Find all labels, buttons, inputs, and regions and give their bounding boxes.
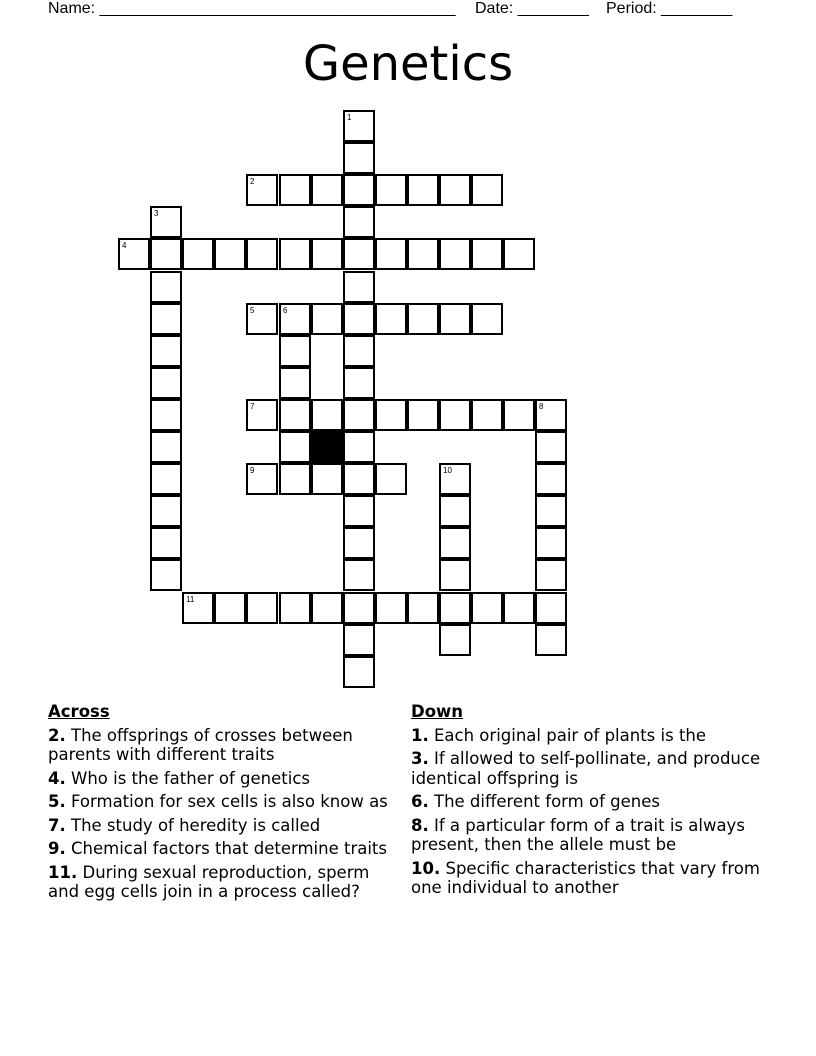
crossword-cell[interactable] — [279, 303, 311, 335]
crossword-cell[interactable] — [279, 592, 311, 624]
crossword-cell[interactable] — [279, 238, 311, 270]
crossword-cell[interactable] — [407, 592, 439, 624]
crossword-cell[interactable] — [503, 238, 535, 270]
clue-across-4: 4. Who is the father of genetics — [48, 768, 310, 788]
crossword-cell[interactable] — [407, 303, 439, 335]
crossword-cell[interactable] — [375, 174, 407, 206]
period-field-label[interactable]: Period: ________ — [606, 0, 733, 17]
clue-down-3: 3. If allowed to self-pollinate, and produce identical offspring is — [411, 749, 761, 788]
crossword-cell[interactable] — [471, 399, 503, 431]
name-field-label[interactable]: Name: ________________________________________ — [48, 0, 456, 17]
page-title: Genetics — [302, 36, 514, 92]
crossword-cell[interactable] — [471, 174, 503, 206]
crossword-cell[interactable] — [279, 431, 311, 463]
crossword-cell[interactable] — [150, 206, 182, 238]
crossword-cell[interactable] — [214, 592, 246, 624]
crossword-cell[interactable] — [279, 335, 311, 367]
crossword-cell[interactable] — [311, 174, 343, 206]
crossword-cell[interactable] — [343, 335, 375, 367]
crossword-cell[interactable] — [439, 624, 471, 656]
crossword-cell[interactable] — [535, 624, 567, 656]
crossword-cell[interactable] — [471, 303, 503, 335]
crossword-cell[interactable] — [343, 303, 375, 335]
crossword-cell[interactable] — [118, 238, 150, 270]
crossword-cell[interactable] — [246, 399, 278, 431]
crossword-cell[interactable] — [246, 463, 278, 495]
crossword-cell[interactable] — [150, 463, 182, 495]
crossword-cell[interactable] — [279, 367, 311, 399]
student-info-header — [48, 0, 748, 20]
crossword-cell[interactable] — [535, 527, 567, 559]
crossword-cell[interactable] — [343, 238, 375, 270]
crossword-cell[interactable] — [150, 335, 182, 367]
crossword-cell[interactable] — [343, 495, 375, 527]
crossword-cell[interactable] — [439, 238, 471, 270]
crossword-cell[interactable] — [407, 174, 439, 206]
crossword-cell[interactable] — [343, 367, 375, 399]
down-clues-section — [411, 702, 766, 902]
crossword-cell[interactable] — [439, 463, 471, 495]
clue-down-8: 8. If a particular form of a trait is always present, then the allele must be — [411, 815, 745, 854]
clue-number: 6 — [283, 306, 288, 315]
clue-number: 4 — [122, 241, 127, 250]
crossword-cell[interactable] — [343, 592, 375, 624]
clue-across-2: 2. The offsprings of crosses between parents with different traits — [48, 725, 353, 764]
crossword-cell[interactable] — [343, 527, 375, 559]
across-clues-section — [48, 702, 403, 906]
down-heading: Down — [411, 702, 464, 721]
crossword-cell[interactable] — [439, 559, 471, 591]
clue-number: 9 — [250, 466, 255, 475]
crossword-cell[interactable] — [343, 624, 375, 656]
crossword-cell[interactable] — [150, 431, 182, 463]
clue-down-1: 1. Each original pair of plants is the — [411, 725, 707, 745]
crossword-cell[interactable] — [343, 142, 375, 174]
clue-number: 5 — [250, 306, 255, 315]
crossword-cell[interactable] — [375, 463, 407, 495]
crossword-cell[interactable] — [535, 463, 567, 495]
crossword-cell[interactable] — [375, 592, 407, 624]
crossword-cell[interactable] — [439, 174, 471, 206]
crossword-cell[interactable] — [439, 527, 471, 559]
crossword-cell[interactable] — [150, 238, 182, 270]
crossword-cell[interactable] — [343, 206, 375, 238]
clue-number: 8 — [539, 402, 544, 411]
crossword-cell[interactable] — [279, 399, 311, 431]
crossword-cell[interactable] — [311, 463, 343, 495]
crossword-cell[interactable] — [375, 238, 407, 270]
clue-across-11: 11. During sexual reproduction, sperm and egg cells join in a process called? — [48, 862, 370, 901]
crossword-cell[interactable] — [279, 463, 311, 495]
crossword-cell[interactable] — [343, 110, 375, 142]
crossword-cell[interactable] — [150, 559, 182, 591]
crossword-cell[interactable] — [407, 238, 439, 270]
crossword-cell[interactable] — [311, 399, 343, 431]
crossword-cell[interactable] — [471, 238, 503, 270]
black-square — [311, 431, 343, 463]
crossword-cell[interactable] — [439, 303, 471, 335]
crossword-cell[interactable] — [182, 238, 214, 270]
clue-down-10: 10. Specific characteristics that vary from one individual to another — [411, 858, 760, 897]
crossword-cell[interactable] — [246, 238, 278, 270]
crossword-cell[interactable] — [535, 592, 567, 624]
clue-number: 3 — [154, 209, 159, 218]
date-field-label[interactable]: Date: ________ — [475, 0, 589, 17]
clue-down-6: 6. The different form of genes — [411, 792, 660, 811]
clue-number: 1 — [347, 113, 352, 122]
crossword-cell[interactable] — [343, 656, 375, 688]
crossword-cell[interactable] — [343, 399, 375, 431]
crossword-cell[interactable] — [375, 399, 407, 431]
crossword-cell[interactable] — [503, 399, 535, 431]
crossword-cell[interactable] — [439, 495, 471, 527]
crossword-cell[interactable] — [150, 399, 182, 431]
crossword-cell[interactable] — [150, 495, 182, 527]
crossword-cell[interactable] — [246, 303, 278, 335]
crossword-cell[interactable] — [150, 527, 182, 559]
crossword-cell[interactable] — [535, 495, 567, 527]
crossword-cell[interactable] — [343, 271, 375, 303]
crossword-cell[interactable] — [535, 431, 567, 463]
crossword-cell[interactable] — [439, 592, 471, 624]
crossword-cell[interactable] — [150, 367, 182, 399]
crossword-cell[interactable] — [503, 592, 535, 624]
crossword-cell[interactable] — [343, 174, 375, 206]
clue-number: 7 — [250, 402, 255, 411]
crossword-cell[interactable] — [182, 592, 214, 624]
crossword-cell[interactable] — [279, 174, 311, 206]
clue-across-7: 7. The study of heredity is called — [48, 815, 321, 835]
crossword-cell[interactable] — [343, 431, 375, 463]
clue-number: 10 — [443, 466, 452, 475]
crossword-cell[interactable] — [311, 238, 343, 270]
clue-number: 11 — [186, 595, 195, 604]
crossword-cell[interactable] — [246, 174, 278, 206]
across-heading: Across — [48, 702, 110, 721]
clue-across-5: 5. Formation for sex cells is also know as — [48, 792, 388, 811]
crossword-cell[interactable] — [535, 559, 567, 591]
crossword-cell[interactable] — [535, 399, 567, 431]
clue-across-9: 9. Chemical factors that determine traits — [48, 839, 387, 858]
crossword-cell[interactable] — [343, 559, 375, 591]
crossword-cell[interactable] — [150, 303, 182, 335]
crossword-cell[interactable] — [150, 271, 182, 303]
crossword-cell[interactable] — [439, 399, 471, 431]
crossword-cell[interactable] — [343, 463, 375, 495]
clue-number: 2 — [250, 177, 255, 186]
crossword-cell[interactable] — [375, 303, 407, 335]
crossword-cell[interactable] — [311, 592, 343, 624]
crossword-cell[interactable] — [214, 238, 246, 270]
crossword-cell[interactable] — [246, 592, 278, 624]
crossword-cell[interactable] — [407, 399, 439, 431]
crossword-cell[interactable] — [471, 592, 503, 624]
crossword-cell[interactable] — [311, 303, 343, 335]
